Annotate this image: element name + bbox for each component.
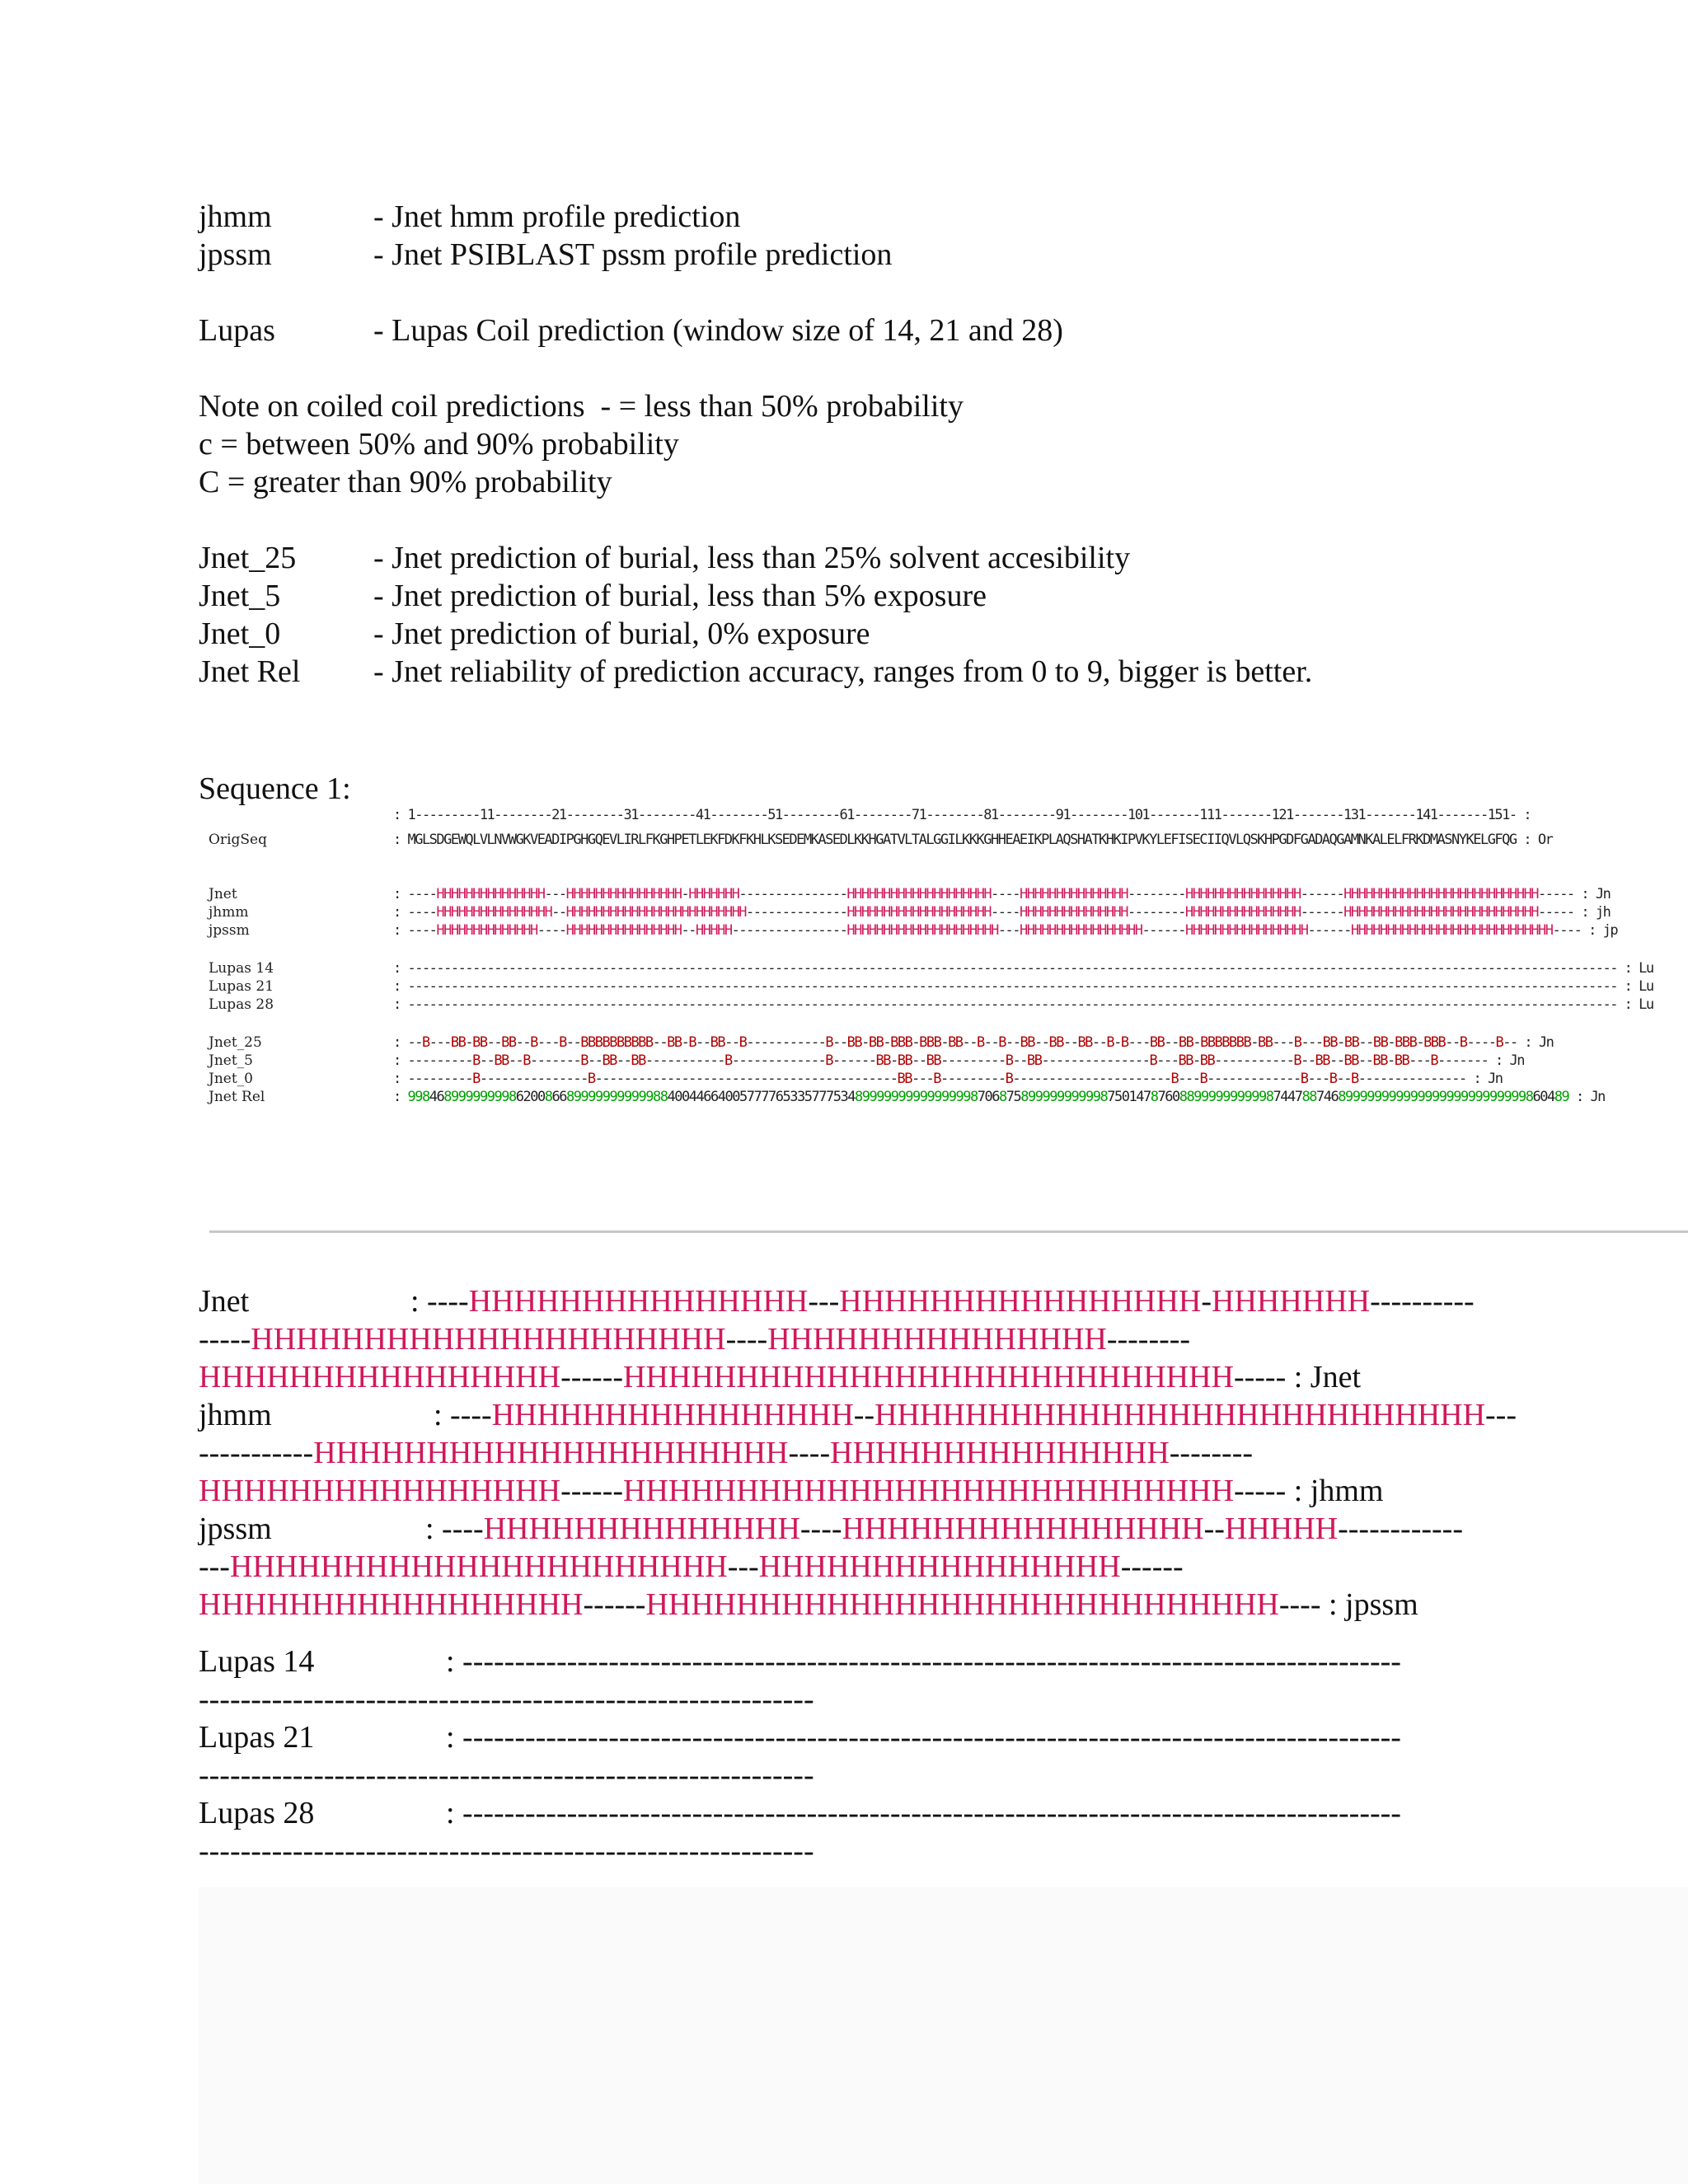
legend-desc: - Lupas Coil prediction (window size of 14, 21 and 28) — [373, 313, 1063, 348]
legend-desc: - Jnet prediction of burial, less than 25% solvent accesibility — [373, 541, 1131, 575]
track-label: Jnet Rel — [209, 1089, 265, 1105]
legend-row — [199, 198, 1312, 236]
note-line: c = between 50% and 90% probability — [199, 427, 679, 462]
prediction-line: Jnet : ----HHHHHHHHHHHHHHH---HHHHHHHHHHHHHHHH-HHHHHHH---------- — [199, 1284, 1475, 1319]
note-line: C = greater than 90% probability — [199, 465, 612, 499]
track-label: Jnet — [209, 886, 237, 902]
track-data: : MGLSDGEWQLVLNVWGKVEADIPGHGQEVLIRLFKGHPETLEKFDKFKHLKSEDEMKASEDLKKHGATVLTALGGILKKKGHHEAEIKPLAQSHATKHKIPVKYLEFISECIIQVLQSKHPGDFGADAQGAMNKALELFRKDMASNYKELGFQG : Or — [393, 832, 1553, 848]
track-data: : ----HHHHHHHHHHHHHH----HHHHHHHHHHHHHHHH--HHHHH----------------HHHHHHHHHHHHHHHHHHHHH---HHHHHHHHHHHHHHHHH------HHHHHHHHHHHHHHHHH------HHHHHHHHHHHHHHHHHHHHHHHHHHHH---- : jp — [393, 922, 1618, 939]
track-data: : --B---BB-BB--BB--B---B--BBBBBBBBBB--BB-B--BB--B-----------B--BB-BB-BBB-BBB-BB--B--B--BB--BB--BB--B-B---BB--BB-BBBBBBB-BB---B---BB-BB--BB-BBB-BBB--B----B-- : Jn — [393, 1034, 1554, 1051]
legend-term: Lupas — [199, 313, 275, 348]
jnet-output-screenshot — [199, 806, 1688, 1235]
legend-row — [199, 653, 1312, 691]
track-data: : ----HHHHHHHHHHHHHHH---HHHHHHHHHHHHHHHH-HHHHHHH---------------HHHHHHHHHHHHHHHHHHHH----HHHHHHHHHHHHHHH--------HHHHHHHHHHHHHHHH------HHHHHHHHHHHHHHHHHHHHHHHHHHH----- : Jn — [393, 886, 1611, 902]
prediction-line: HHHHHHHHHHHHHHHH------HHHHHHHHHHHHHHHHHHHHHHHHHHH----- : jhmm — [199, 1474, 1384, 1508]
prediction-line: -----HHHHHHHHHHHHHHHHHHHHH----HHHHHHHHHHHHHHH-------- — [199, 1322, 1191, 1357]
divider — [209, 1230, 1688, 1233]
track-label: Lupas 21 — [209, 978, 274, 995]
prediction-line: HHHHHHHHHHHHHHHHH------HHHHHHHHHHHHHHHHHHHHHHHHHHHH---- : jpssm — [199, 1587, 1418, 1622]
legend-term: Jnet Rel — [199, 654, 301, 689]
prediction-line: ----------------------------------------------------------- — [199, 1682, 814, 1717]
prediction-label: Lupas 21 — [199, 1720, 315, 1755]
note-line: Note on coiled coil predictions - = less than 50% probability — [199, 389, 964, 424]
legend — [199, 198, 1312, 691]
legend-desc: - Jnet prediction of burial, 0% exposure — [373, 616, 870, 651]
prediction-label: jhmm — [199, 1398, 272, 1432]
ruler: : 1---------11--------21--------31--------41--------51--------61--------71--------81--------91--------101-------111-------121-------131-------141-------151- : — [393, 807, 1531, 823]
prediction-label: Lupas 14 — [199, 1644, 315, 1679]
track-data: : ---------B---------------B------------------------------------------BB---B---------B----------------------B---B-------------B---B--B--------------- : Jn — [393, 1071, 1503, 1087]
prediction-line: jhmm : ----HHHHHHHHHHHHHHHH--HHHHHHHHHHHHHHHHHHHHHHHHHHH--- — [199, 1398, 1517, 1432]
prediction-line: -----------HHHHHHHHHHHHHHHHHHHHH----HHHHHHHHHHHHHHH-------- — [199, 1436, 1253, 1470]
prediction-line: ----------------------------------------------------------- — [199, 1834, 814, 1868]
legend-desc: - Jnet reliability of prediction accuracy, ranges from 0 to 9, bigger is better. — [373, 654, 1313, 689]
track-label: Jnet_0 — [209, 1071, 253, 1087]
track-label: jhmm — [209, 904, 249, 921]
track-label: Lupas 14 — [209, 960, 274, 977]
legend-term: Jnet_0 — [199, 616, 281, 651]
prediction-label: jpssm — [199, 1511, 272, 1546]
sequence-title: Sequence 1: — [199, 771, 351, 806]
legend-row — [199, 615, 1312, 653]
track-data: : ----HHHHHHHHHHHHHHHH--HHHHHHHHHHHHHHHHHHHHHHHHH--------------HHHHHHHHHHHHHHHHHHHH----HHHHHHHHHHHHHHH--------HHHHHHHHHHHHHHHH------HHHHHHHHHHHHHHHHHHHHHHHHHHH----- : jh — [393, 904, 1611, 921]
prediction-line: jpssm : ----HHHHHHHHHHHHHH----HHHHHHHHHHHHHHHH--HHHHH------------ — [199, 1511, 1463, 1546]
legend-term: Jnet_25 — [199, 541, 297, 575]
page-footer-area — [199, 1887, 1688, 2184]
track-data: : ------------------------------------------------------------------------------------------------------------------------------------------------------------------------ : Lu — [393, 996, 1653, 1013]
track-data: : ---------B--BB--B-------B--BB--BB-----------B-------------B------BB-BB--BB---------B--BB---------------B---BB-BB-----------B--BB--BB--BB-BB---B------- : Jn — [393, 1052, 1524, 1069]
prediction-line: HHHHHHHHHHHHHHHH------HHHHHHHHHHHHHHHHHHHHHHHHHHH----- : Jnet — [199, 1360, 1362, 1394]
legend-row — [199, 236, 1312, 274]
prediction-line: ----------------------------------------------------------- — [199, 1758, 814, 1793]
prediction-line: ---HHHHHHHHHHHHHHHHHHHHHH---HHHHHHHHHHHHHHHH------ — [199, 1549, 1184, 1584]
track-label: jpssm — [209, 922, 250, 939]
legend-row — [199, 312, 1312, 349]
prediction-text — [199, 1282, 1517, 1870]
track-data: : ------------------------------------------------------------------------------------------------------------------------------------------------------------------------ : Lu — [393, 978, 1653, 995]
legend-term: Jnet_5 — [199, 579, 281, 613]
track-label: Jnet_5 — [209, 1052, 253, 1069]
prediction-label: Lupas 28 — [199, 1796, 315, 1830]
legend-term: jpssm — [199, 237, 272, 272]
prediction-line: Lupas 28 : ------------------------------------------------------------------------------------------ — [199, 1796, 1401, 1830]
legend-row — [199, 577, 1312, 615]
track-data: : 99846899999999862008668999999999998840044664005777765335777534899999999999999987068758999999999987501478760889999999999874478874689999999999999999999999999860489 : Jn — [393, 1089, 1605, 1105]
track-label: OrigSeq — [209, 832, 267, 848]
prediction-line: Lupas 21 : ------------------------------------------------------------------------------------------ — [199, 1720, 1401, 1755]
legend-desc: - Jnet prediction of burial, less than 5% exposure — [373, 579, 987, 613]
prediction-label: Jnet — [199, 1284, 250, 1319]
prediction-line: Lupas 14 : ------------------------------------------------------------------------------------------ — [199, 1644, 1401, 1679]
track-data: : ------------------------------------------------------------------------------------------------------------------------------------------------------------------------ : Lu — [393, 960, 1653, 977]
legend-row — [199, 539, 1312, 577]
legend-desc: - Jnet PSIBLAST pssm profile prediction — [373, 237, 893, 272]
legend-desc: - Jnet hmm profile prediction — [373, 199, 741, 234]
track-label: Lupas 28 — [209, 996, 274, 1013]
track-label: Jnet_25 — [209, 1034, 262, 1051]
legend-term: jhmm — [199, 199, 272, 234]
